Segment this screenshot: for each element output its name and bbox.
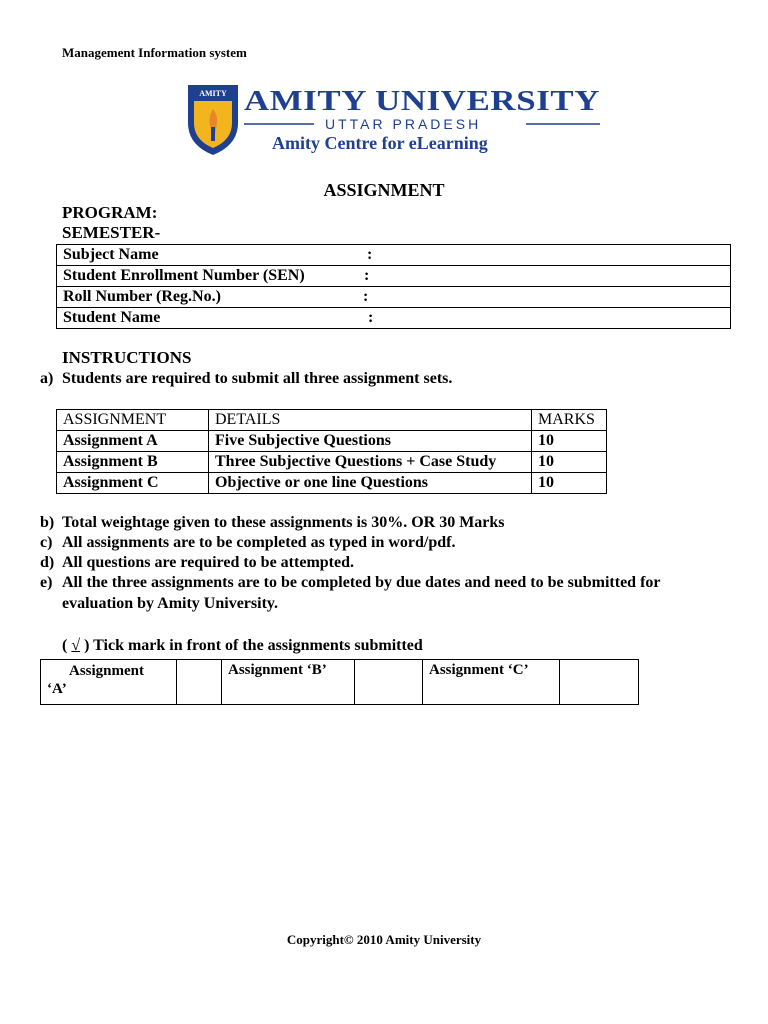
amity-university-logo bbox=[186, 83, 606, 155]
table-row bbox=[57, 473, 607, 494]
student-name-colon: : bbox=[368, 309, 374, 326]
assignment-title: ASSIGNMENT bbox=[323, 180, 445, 200]
cell-marks: 10 bbox=[532, 473, 607, 494]
instruction-text: All questions are required to be attempted. bbox=[62, 554, 354, 571]
instructions-heading: INSTRUCTIONS bbox=[62, 348, 192, 367]
header-details: DETAILS bbox=[209, 410, 532, 431]
cell-assignment: Assignment C bbox=[57, 473, 209, 494]
assignment-a-label: Assignment bbox=[69, 663, 145, 679]
instruction-text: evaluation by Amity University. bbox=[62, 595, 279, 612]
instruction-text: All the three assignments are to be completed by due dates and need to be submitted for bbox=[62, 574, 661, 591]
instruction-marker: a) bbox=[40, 370, 54, 387]
tick-open: ( bbox=[62, 637, 72, 654]
table-row bbox=[57, 287, 731, 308]
cell-details: Objective or one line Questions bbox=[209, 473, 532, 494]
student-name-label: Student Name bbox=[63, 309, 161, 326]
instruction-marker: c) bbox=[40, 534, 53, 551]
university-name: AMITY UNIVERSITY bbox=[244, 86, 600, 117]
instruction-marker: b) bbox=[40, 514, 55, 531]
assignments-table bbox=[56, 409, 607, 494]
submission-tick-table bbox=[40, 659, 639, 705]
cell-details: Three Subjective Questions + Case Study bbox=[209, 452, 532, 473]
copyright-footer: Copyright© 2010 Amity University bbox=[286, 932, 482, 947]
enrollment-number-label: Student Enrollment Number (SEN) bbox=[63, 267, 305, 284]
region-name: UTTAR PRADESH bbox=[325, 116, 482, 132]
subject-name-colon: : bbox=[367, 246, 373, 263]
roll-number-label: Roll Number (Reg.No.) bbox=[63, 288, 221, 305]
tick-mark-icon: √ bbox=[71, 637, 81, 654]
assignment-c-checkbox[interactable] bbox=[560, 660, 639, 705]
table-row bbox=[57, 308, 731, 329]
cell-assignment: Assignment A bbox=[57, 431, 209, 452]
assignment-a-cell bbox=[41, 660, 177, 705]
cell-marks: 10 bbox=[532, 431, 607, 452]
assignment-a-letter: ‘A’ bbox=[47, 681, 67, 697]
header-assignment: ASSIGNMENT bbox=[57, 410, 209, 431]
assignment-a-checkbox[interactable] bbox=[177, 660, 222, 705]
instruction-text: All assignments are to be completed as typed in word/pdf. bbox=[62, 534, 456, 551]
instruction-marker: e) bbox=[40, 574, 53, 591]
table-header-row bbox=[57, 410, 607, 431]
table-row bbox=[41, 660, 639, 705]
program-label: PROGRAM: bbox=[62, 203, 158, 222]
roll-number-colon: : bbox=[363, 288, 369, 305]
tick-instruction bbox=[62, 637, 423, 655]
cell-marks: 10 bbox=[532, 452, 607, 473]
cell-assignment: Assignment B bbox=[57, 452, 209, 473]
crest-text: AMITY bbox=[199, 89, 227, 98]
subject-name-label: Subject Name bbox=[63, 246, 159, 263]
table-row bbox=[57, 452, 607, 473]
tick-text: ) Tick mark in front of the assignments submitted bbox=[80, 637, 423, 654]
table-row bbox=[57, 431, 607, 452]
cell-details: Five Subjective Questions bbox=[209, 431, 532, 452]
instruction-text: Students are required to submit all three assignment sets. bbox=[62, 370, 453, 387]
centre-name: Amity Centre for eLearning bbox=[272, 133, 488, 153]
assignment-b-checkbox[interactable] bbox=[355, 660, 423, 705]
instruction-text: Total weightage given to these assignments is 30%. OR 30 Marks bbox=[62, 514, 505, 531]
semester-label: SEMESTER- bbox=[62, 223, 161, 242]
assignment-c-label: Assignment ‘C’ bbox=[423, 660, 560, 705]
student-info-table bbox=[56, 244, 731, 329]
enrollment-number-colon: : bbox=[364, 267, 370, 284]
assignment-b-label: Assignment ‘B’ bbox=[222, 660, 355, 705]
instruction-marker: d) bbox=[40, 554, 55, 571]
header-marks: MARKS bbox=[532, 410, 607, 431]
table-row bbox=[57, 245, 731, 266]
document-header: Management Information system bbox=[62, 45, 247, 60]
table-row bbox=[57, 266, 731, 287]
